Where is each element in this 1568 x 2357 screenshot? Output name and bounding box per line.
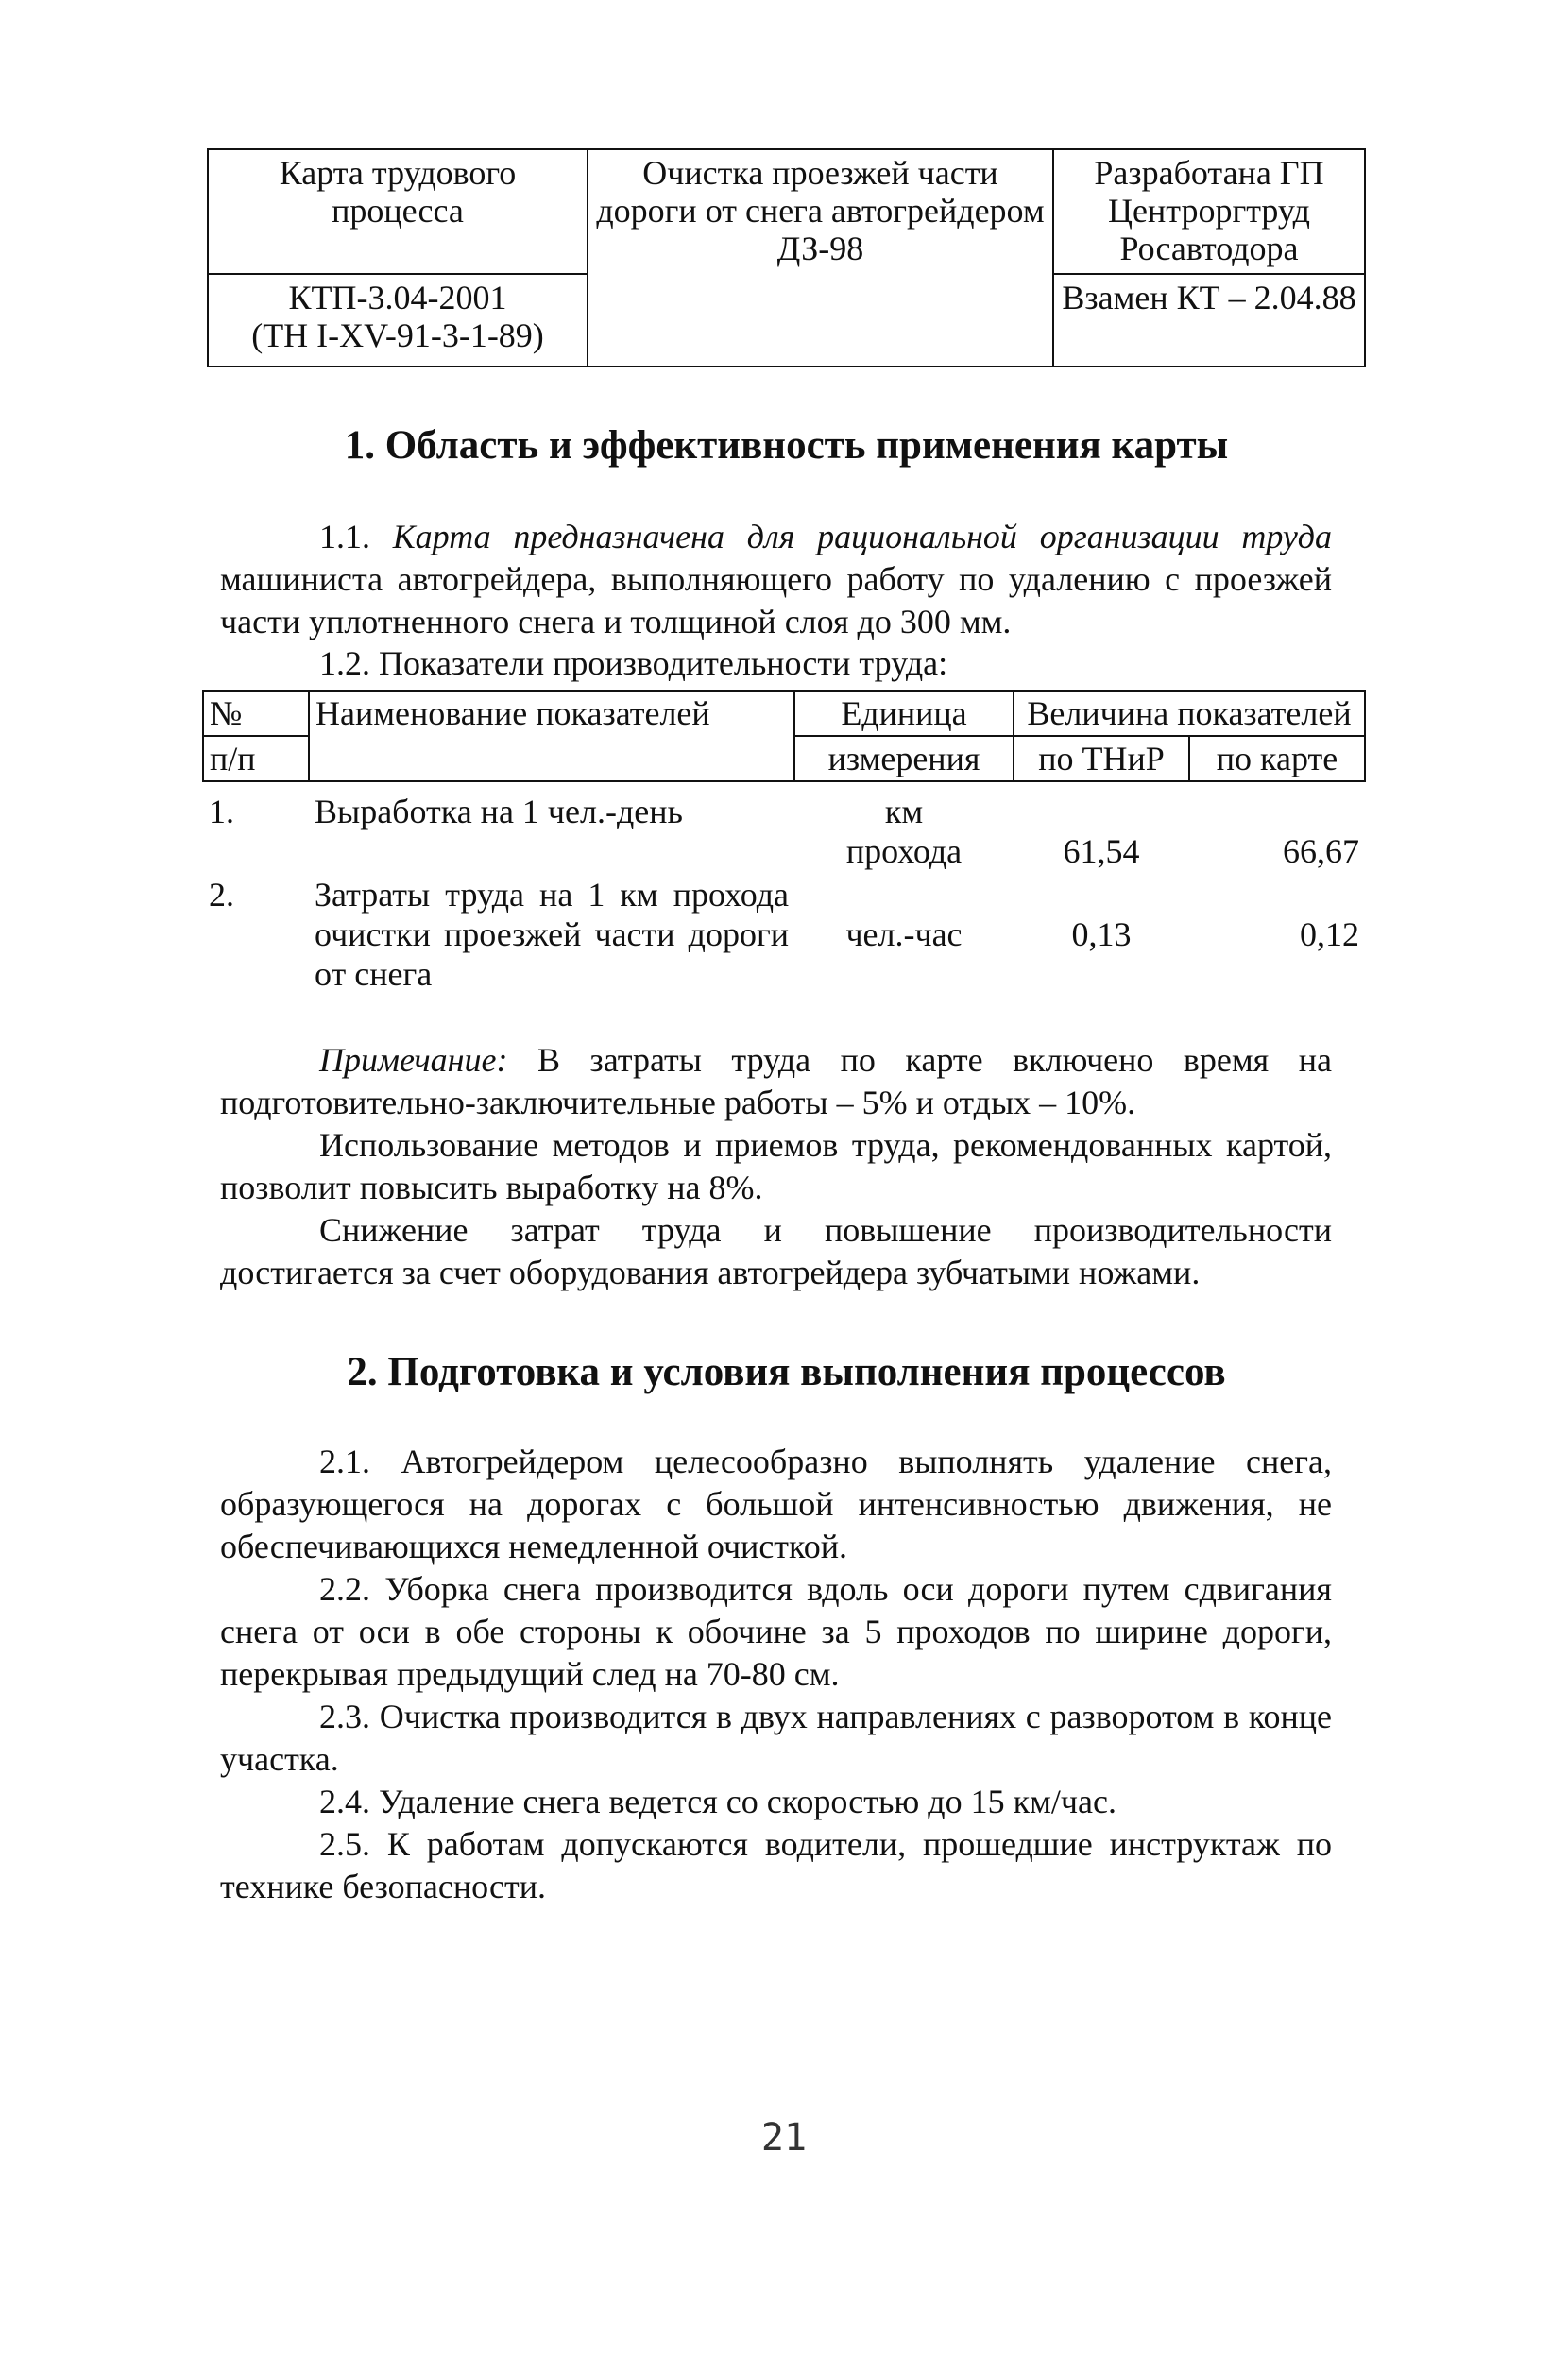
table-row <box>203 871 1365 994</box>
row-unit: чел.-час <box>845 915 963 953</box>
paragraph-2-2: 2.2. Уборка снега производится вдоль оси дороги путем сдвигания снега от оси в обе стороны к обочине за 5 проходов по ширине дороги, перекрывая предыдущий след на 70-80 см. <box>220 1570 1332 1693</box>
indicators-table <box>202 690 1366 994</box>
card-title-cell: Карта трудового процесса <box>208 149 588 274</box>
row-unit: км прохода <box>845 793 963 870</box>
methods-paragraph: Использование методов и приемов труда, рекомендованных картой, позволит повысить выработку на 8%. <box>220 1126 1332 1206</box>
card-code: КТП-3.04-2001 <box>288 279 507 316</box>
paragraph-2-1: 2.1. Автогрейдером целесообразно выполнять удаление снега, образующегося на дорогах с большой интенсивностью движения, не обеспечивающихся немедленной очисткой. <box>220 1443 1332 1565</box>
row-name: Выработка на 1 чел.-день <box>315 793 683 830</box>
table-header-row <box>203 691 1365 736</box>
col-value-header: Величина показателей <box>1014 691 1365 736</box>
col-num-subheader: п/п <box>203 736 309 781</box>
paragraph-2-5: 2.5. К работам допускаются водители, прошедшие инструктаж по технике безопасности. <box>220 1825 1332 1905</box>
paragraph-1-1: 1.1. Карта предназначена для рациональной организации труда машиниста автогрейдера, выполняющего работу по удалению с проезжей части уплотненного снега и толщиной слоя до 300 мм. <box>220 518 1333 640</box>
col-num-header: № <box>203 691 309 736</box>
row-by-card: 66,67 <box>1283 832 1359 870</box>
card-code-cell <box>208 274 588 367</box>
card-subject-cell: Очистка проезжей части дороги от снега автогрейдером ДЗ-98 <box>588 149 1053 367</box>
reduction-paragraph: Снижение затрат труда и повышение производительности достигается за счет оборудования автогрейдера зубчатыми ножами. <box>220 1211 1332 1291</box>
row-num: 2. <box>209 876 234 914</box>
row-name: Затраты труда на 1 км прохода очистки проезжей части дороги от снега <box>315 876 789 993</box>
card-header-table <box>207 148 1366 367</box>
col-unit-subheader: измерения <box>794 736 1014 781</box>
col-norm-header: по ТНиР <box>1014 736 1189 781</box>
page-number: 21 <box>760 2116 808 2160</box>
row-by-card: 0,12 <box>1300 915 1359 953</box>
row-by-norm: 61,54 <box>1063 832 1140 870</box>
section1-title: 1. Область и эффективность применения карты <box>344 423 1229 468</box>
col-unit-header: Единица <box>794 691 1014 736</box>
paragraph-2-3: 2.3. Очистка производится в двух направлениях с разворотом в конце участка. <box>220 1698 1332 1778</box>
replaces-cell: Взамен КТ – 2.04.88 <box>1053 274 1365 367</box>
note-paragraph: Примечание: В затраты труда по карте включено время на подготовительно-заключительные работы – 5% и отдых – 10%. <box>220 1041 1332 1121</box>
developer-cell: Разработана ГП Центроргтруд Росавтодора <box>1053 149 1365 274</box>
col-card-header: по карте <box>1189 736 1365 781</box>
row-num: 1. <box>209 793 234 830</box>
col-name-header: Наименование показателей <box>309 691 794 781</box>
table-row <box>203 781 1365 871</box>
paragraph-1-2: 1.2. Показатели производительности труда: <box>319 644 948 682</box>
paragraph-2-4: 2.4. Удаление снега ведется со скоростью до 15 км/час. <box>319 1783 1116 1820</box>
section2-title: 2. Подготовка и условия выполнения процессов <box>347 1350 1226 1394</box>
card-ref: (ТН I-XV-91-3-1-89) <box>251 316 544 354</box>
row-by-norm: 0,13 <box>1071 915 1132 953</box>
